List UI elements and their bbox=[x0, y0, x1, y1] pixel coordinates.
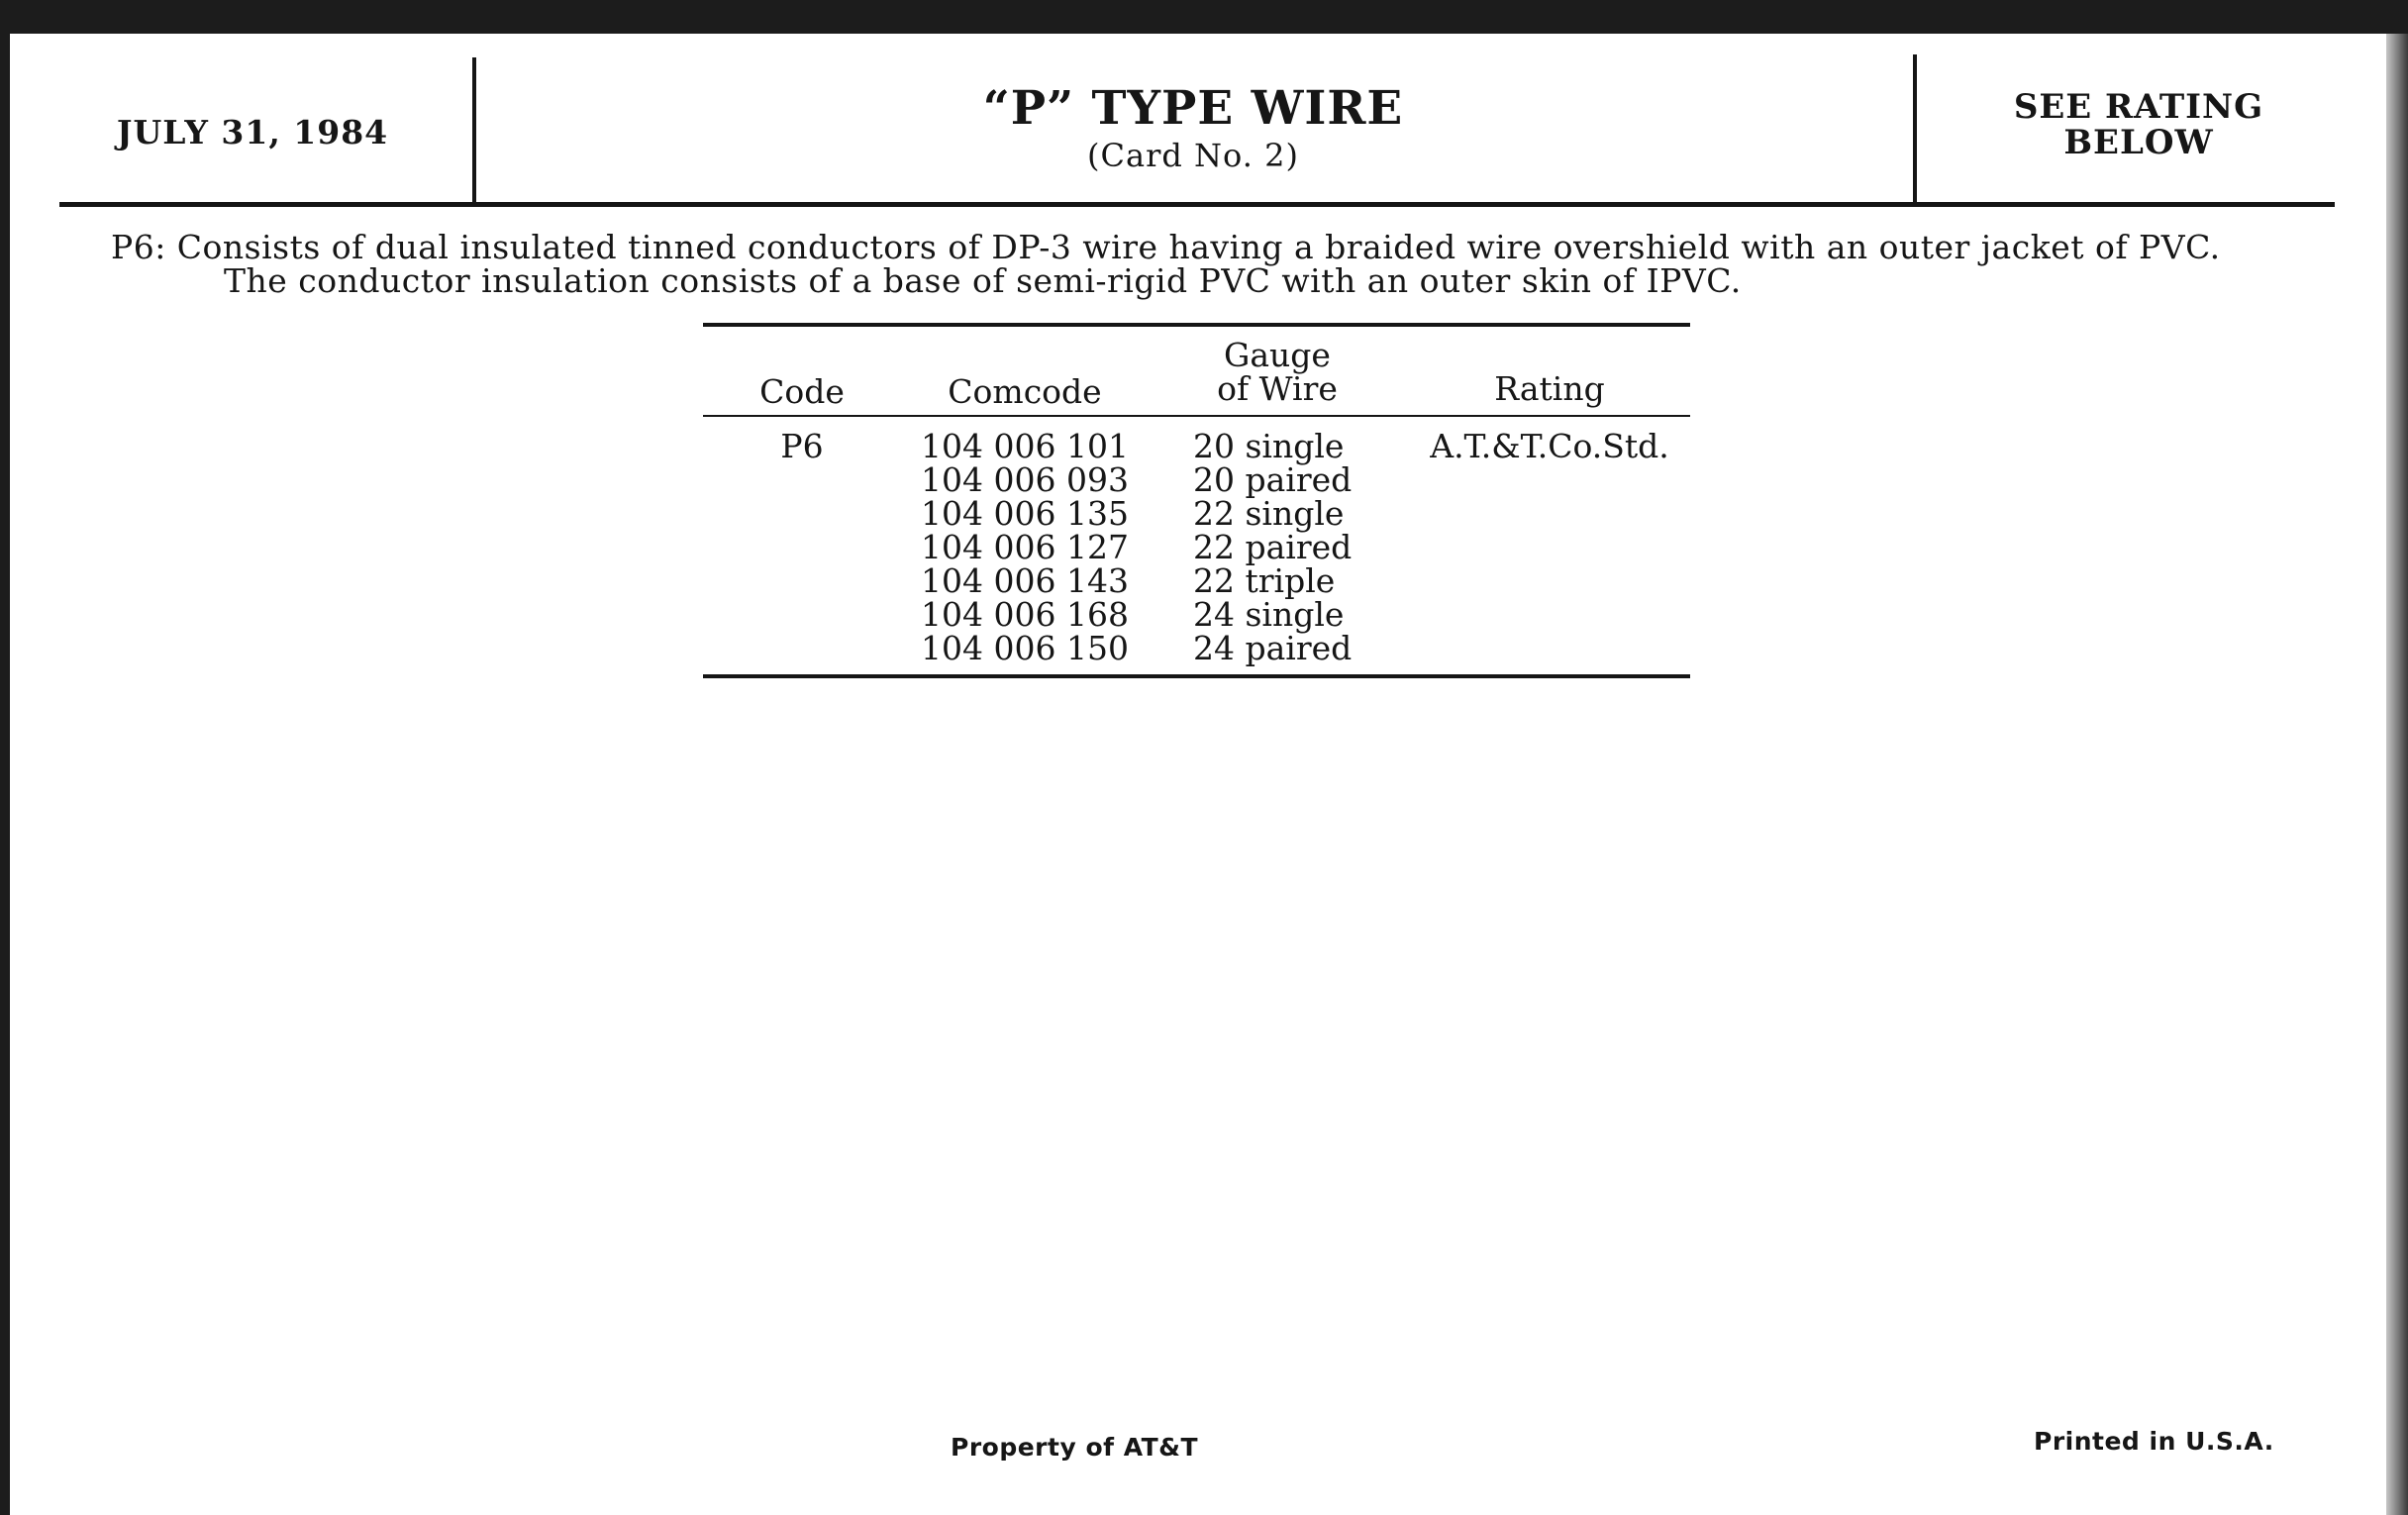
rating-note-line2: BELOW bbox=[2063, 123, 2214, 162]
gauge-cell: 22 triple bbox=[1193, 561, 1336, 600]
gauge-cell: 20 single bbox=[1193, 427, 1345, 465]
comcode-cell: 104 006 135 bbox=[921, 494, 1129, 533]
table-bottom-rule bbox=[703, 674, 1690, 678]
gauge-cell: 22 single bbox=[1193, 494, 1345, 533]
gauge-cell: 22 paired bbox=[1193, 528, 1353, 566]
column-header-comcode: Comcode bbox=[948, 372, 1102, 411]
comcode-cell: 104 006 143 bbox=[921, 561, 1129, 600]
rating-cell: A.T.&T.Co.Std. bbox=[1430, 427, 1669, 465]
comcode-cell: 104 006 150 bbox=[921, 629, 1129, 667]
header-divider-right bbox=[1913, 54, 1917, 203]
card-edge-shadow bbox=[2386, 34, 2408, 1515]
rating-note-line1: SEE RATING bbox=[2013, 87, 2264, 127]
comcode-cell: 104 006 127 bbox=[921, 528, 1129, 566]
printed-notice: Printed in U.S.A. bbox=[2034, 1427, 2274, 1456]
table-top-rule bbox=[703, 323, 1690, 327]
column-header-gauge bbox=[1178, 336, 1376, 408]
gauge-cell: 20 paired bbox=[1193, 460, 1353, 499]
comcode-cell: 104 006 101 bbox=[921, 427, 1129, 465]
gauge-cell: 24 single bbox=[1193, 595, 1345, 634]
comcode-cell: 104 006 168 bbox=[921, 595, 1129, 634]
card-date: JULY 31, 1984 bbox=[116, 113, 389, 152]
table-header-rule bbox=[703, 415, 1690, 417]
card-number: (Card No. 2) bbox=[1087, 137, 1299, 174]
property-notice: Property of AT&T bbox=[951, 1433, 1199, 1462]
description-line2: The conductor insulation consists of a base of semi-rigid PVC with an outer skin of IPVC. bbox=[224, 261, 1742, 300]
card-title: “P” TYPE WIRE bbox=[982, 81, 1404, 136]
header-bottom-rule bbox=[59, 202, 2335, 207]
column-header-rating: Rating bbox=[1494, 369, 1605, 408]
comcode-cell: 104 006 093 bbox=[921, 460, 1129, 499]
column-header-gauge-line2: of Wire bbox=[1217, 369, 1338, 408]
code-cell: P6 bbox=[780, 427, 824, 465]
gauge-cell: 24 paired bbox=[1193, 629, 1353, 667]
description-line1: P6: Consists of dual insulated tinned conductors of DP-3 wire having a braided wire overshield with an outer jacket of PVC. bbox=[111, 228, 2221, 266]
rating-note bbox=[1921, 89, 2357, 160]
column-header-code: Code bbox=[759, 372, 845, 411]
column-header-gauge-line1: Gauge bbox=[1224, 336, 1331, 374]
